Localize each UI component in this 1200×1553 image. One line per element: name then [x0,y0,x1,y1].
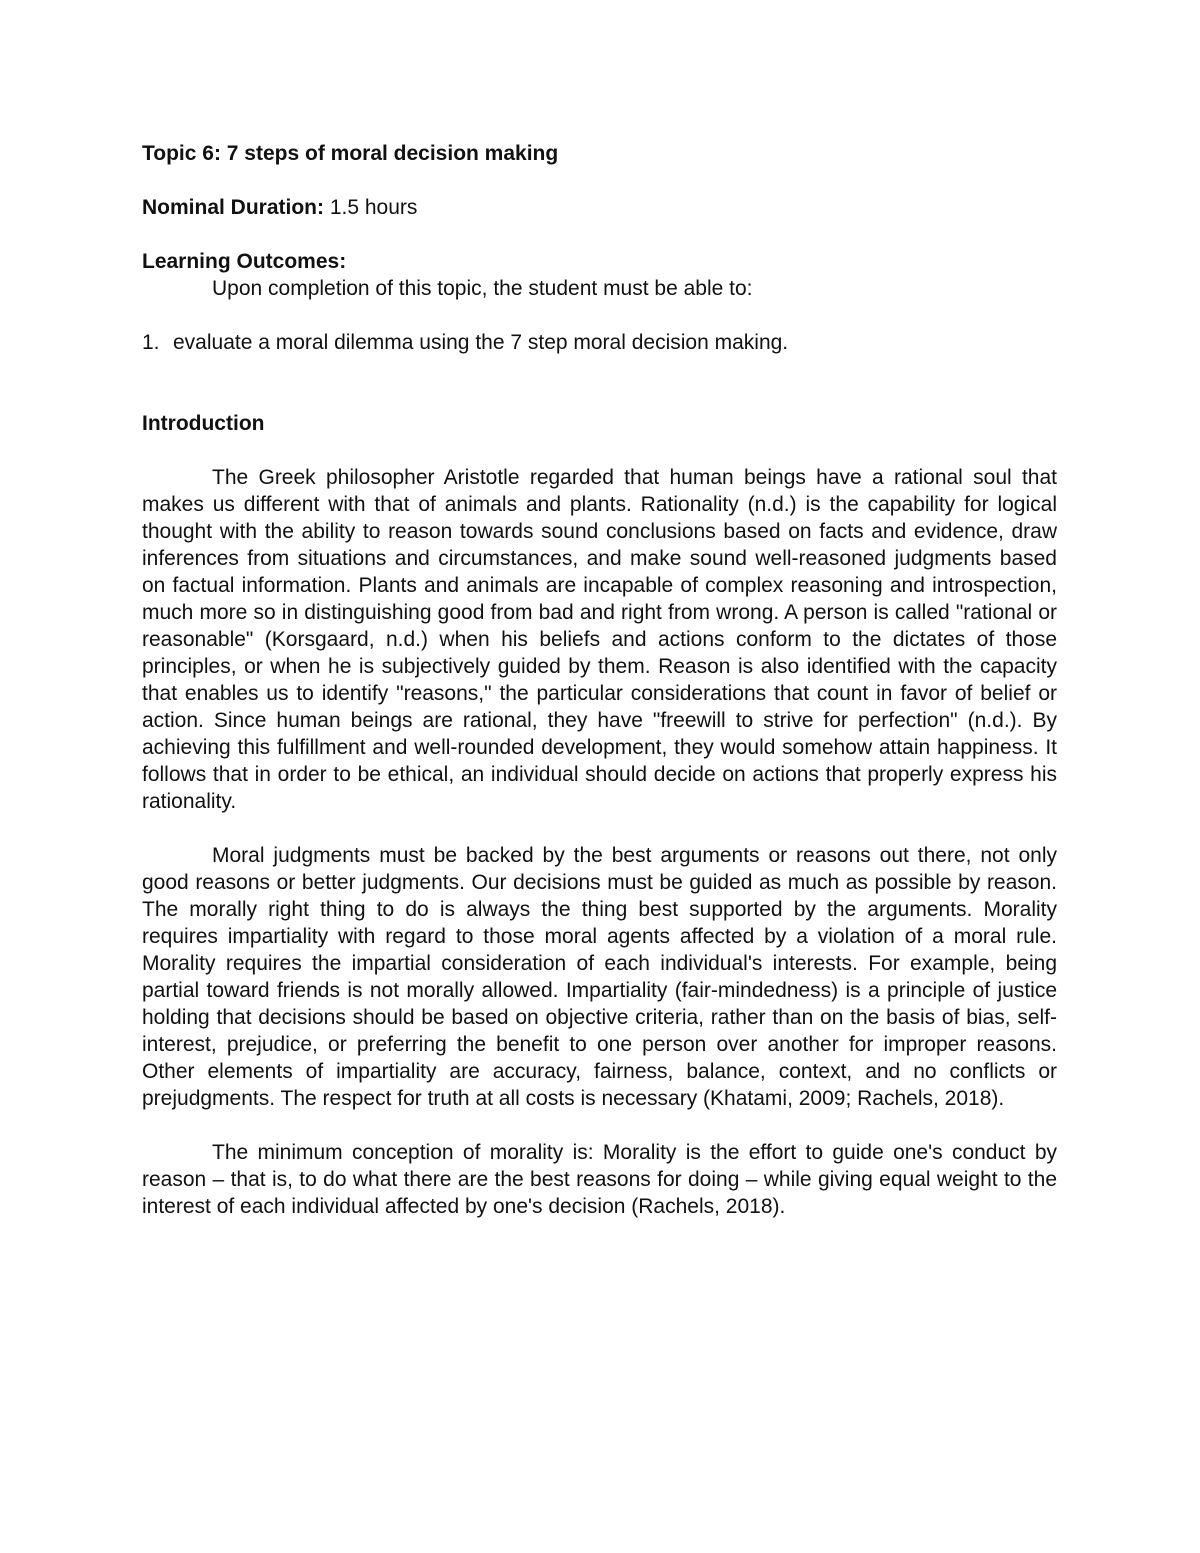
learning-outcomes-label: Learning Outcomes: [142,250,347,273]
list-item-number: 1. [142,331,160,354]
paragraph: Moral judgments must be backed by the best arguments or reasons out there, not only good reasons or better judgments. Our decisions must be guided as much as possible by reason. The morally right thing to do is always the thing best supported by the arguments. Morality requires impartiality with regard to those moral agents affected by a violation of a moral rule. Morality requires the impartial consideration of each individual's interests. For example, being partial toward friends is not morally allowed. Impartiality (fair-mindedness) is a principle of justice holding that decisions should be based on objective criteria, rather than on the basis of bias, self-interest, prejudice, or preferring the benefit to one person over another for improper reasons. Other elements of impartiality are accuracy, fairness, balance, context, and no conflicts or prejudgments. The respect for truth at all costs is necessary (Khatami, 2009; Rachels, 2018). [142,844,1057,1110]
document-page [142,140,1057,1220]
nominal-duration [142,194,1057,221]
list-item-text: evaluate a moral dilemma using the 7 step moral decision making. [173,331,789,354]
paragraph: The Greek philosopher Aristotle regarded that human beings have a rational soul that makes us different with that of animals and plants. Rationality (n.d.) is the capability for logical thought with the ability to reason towards sound conclusions based on facts and evidence, draw inferences from situations and circumstances, and make sound well-reasoned judgments based on factual information. Plants and animals are incapable of complex reasoning and introspection, much more so in distinguishing good from bad and right from wrong. A person is called "rational or reasonable" (Korsgaard, n.d.) when his beliefs and actions conform to the dictates of those principles, or when he is subjectively guided by them. Reason is also identified with the capacity that enables us to identify "reasons," the particular considerations that count in favor of belief or action. Since human beings are rational, they have "freewill to strive for perfection" (n.d.). By achieving this fulfillment and well-rounded development, they would somehow attain happiness. It follows that in order to be ethical, an individual should decide on actions that properly express his rationality. [142,466,1057,813]
list-item [142,329,1057,356]
learning-outcomes-intro: Upon completion of this topic, the student must be able to: [212,277,753,300]
topic-title: Topic 6: 7 steps of moral decision making [142,142,559,165]
duration-value: 1.5 hours [324,196,418,219]
paragraph: The minimum conception of morality is: Morality is the effort to guide one's conduct by reason – that is, to do what there are the best reasons for doing – while giving equal weight to the interest of each individual affected by one's decision (Rachels, 2018). [142,1141,1057,1218]
duration-label: Nominal Duration: [142,196,324,219]
section-heading-introduction: Introduction [142,412,265,435]
